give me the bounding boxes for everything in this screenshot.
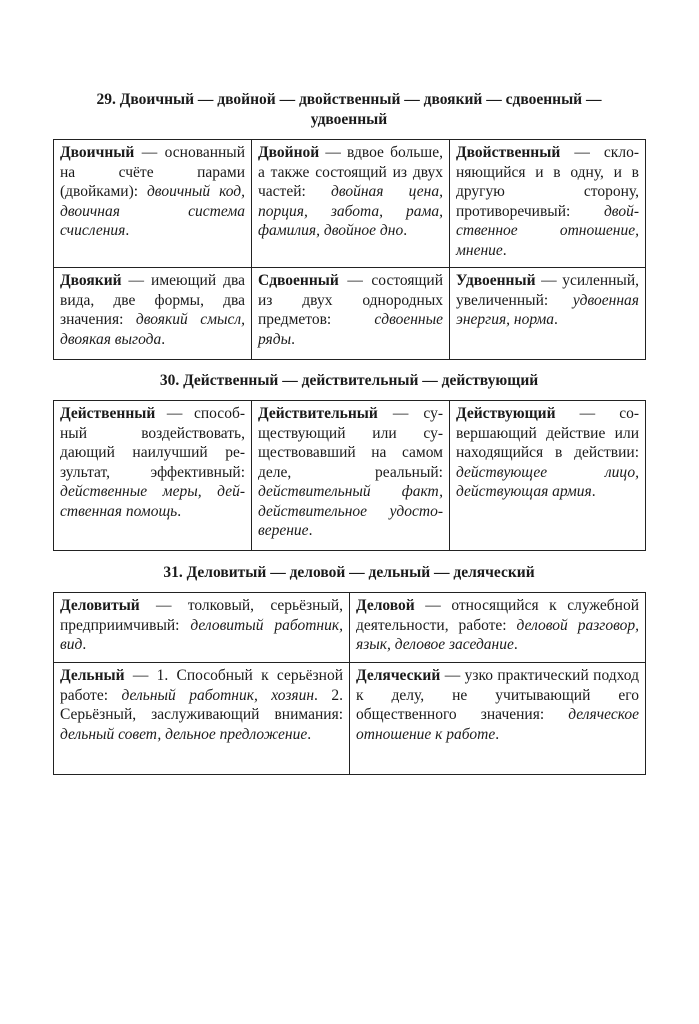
example: двойная цена, порция, забота, рама, фамилия, двойное дно	[258, 183, 443, 239]
definition: — состоящий из двух однородных предметов:	[258, 272, 443, 328]
table-30	[53, 400, 646, 551]
table-29	[53, 139, 646, 360]
example-2: дельный совет, дельное предложение	[60, 725, 308, 743]
punct: .	[495, 725, 500, 743]
example: двоичный код, двоичная система счисления	[60, 183, 245, 239]
section-title-30	[53, 371, 645, 391]
table-row	[54, 593, 646, 663]
table-cell-deystvuyushchy	[450, 401, 646, 551]
punct: .	[161, 330, 166, 348]
definition: — существующий или существовавший на самом деле, реальный:	[258, 405, 443, 481]
table-cell-delny	[54, 663, 350, 775]
example: дельный работник, хозяин	[121, 686, 315, 704]
punct: .	[314, 686, 318, 704]
term: Деловой	[356, 597, 415, 614]
table-cell-delovity	[54, 593, 350, 663]
table-cell-dvoichny	[54, 140, 252, 268]
definition: — способный воздействовать, дающий наилучший результат, эффективный:	[60, 405, 245, 481]
punct: .	[308, 522, 313, 539]
term: Двоичный	[60, 144, 135, 161]
example: действительный факт, действительное удостоверение	[258, 483, 443, 539]
punct: .	[291, 330, 295, 348]
table-cell-dvoyaky	[54, 268, 252, 360]
definition: — узко практический подход к делу, не учитывающий его общественного значения:	[356, 667, 639, 723]
term: Деляческий	[356, 667, 441, 684]
table-31	[53, 592, 646, 775]
punct-2: .	[307, 725, 312, 743]
section-title-31	[53, 563, 645, 583]
section-title-29	[53, 90, 645, 130]
punct: .	[125, 222, 130, 239]
section-title-31-line1: 31. Деловитый — деловой — дельный — деляческий	[163, 564, 535, 581]
definition: — имеющий два вида, две формы, два значения:	[60, 272, 245, 328]
term: Двойственный	[456, 144, 561, 161]
example: сдвоенные ряды	[258, 311, 443, 348]
punct: .	[82, 636, 87, 653]
punct: .	[513, 636, 518, 653]
table-row	[54, 401, 646, 551]
example: действующее лицо, действующая армия	[456, 463, 639, 500]
example: деловой разговор, язык, деловое заседание	[356, 616, 639, 653]
punct: .	[403, 222, 408, 239]
table-row	[54, 663, 646, 775]
section-title-30-line1: 30. Действенный — действительный — действующий	[159, 372, 539, 389]
table-cell-udvoenny	[450, 268, 646, 360]
punct: .	[502, 241, 507, 259]
table-row	[54, 268, 646, 360]
punct: .	[591, 483, 596, 500]
section-title-29-line1: 29. Двоичный — двойной — двойственный — двоякий — сдвоенный —	[96, 91, 602, 108]
table-cell-deystvitelny	[252, 401, 450, 551]
term: Действующий	[456, 405, 556, 422]
definition: — толковый, серьёзный, предприимчивый:	[60, 597, 343, 634]
definition: — 1. Способный к серьёзной работе:	[60, 667, 343, 704]
definition: — основанный на счёте парами (двойками):	[60, 144, 245, 200]
term: Двойной	[258, 144, 320, 161]
punct: .	[553, 311, 558, 328]
table-cell-dvoystvenny	[450, 140, 646, 268]
term: Деловитый	[60, 597, 140, 614]
section-title-29-line2: удвоенный	[310, 111, 388, 128]
definition: — склоняющийся и в одну, и в другую сторону, противоречивый:	[456, 144, 639, 220]
example: деловитый работник, вид	[60, 616, 343, 653]
table-cell-dvoynoy	[252, 140, 450, 268]
punct: .	[177, 502, 182, 520]
example: действенные меры, действенная помощь	[60, 483, 245, 520]
document-page	[53, 90, 645, 775]
term: Удвоенный	[456, 272, 536, 289]
example: удвоенная энергия, норма	[456, 291, 639, 328]
definition: — усиленный, увеличенный:	[456, 272, 639, 309]
table-cell-sdvoenny	[252, 268, 450, 360]
term: Дельный	[60, 667, 125, 684]
term: Двоякий	[60, 272, 122, 289]
table-cell-delovoy	[350, 593, 646, 663]
definition: — совершающий действие или находящийся в действии:	[456, 405, 639, 461]
term: Действительный	[258, 405, 378, 422]
table-row	[54, 140, 646, 268]
term: Действенный	[60, 405, 156, 422]
definition: — относящийся к служебной деятельности, работе:	[356, 597, 639, 634]
definition: — вдвое больше, а также состоящий из двух частей:	[258, 144, 443, 200]
example: деляческое отношение к работе	[356, 706, 639, 743]
example: двойственное отношение, мнение	[456, 202, 639, 259]
example: двоякий смысл, двоякая выгода	[60, 311, 245, 348]
definition-2: 2. Серьёзный, заслуживающий внимания:	[60, 686, 344, 723]
term: Сдвоенный	[258, 272, 339, 289]
table-cell-delyachesky	[350, 663, 646, 775]
table-cell-deystvenny	[54, 401, 252, 551]
